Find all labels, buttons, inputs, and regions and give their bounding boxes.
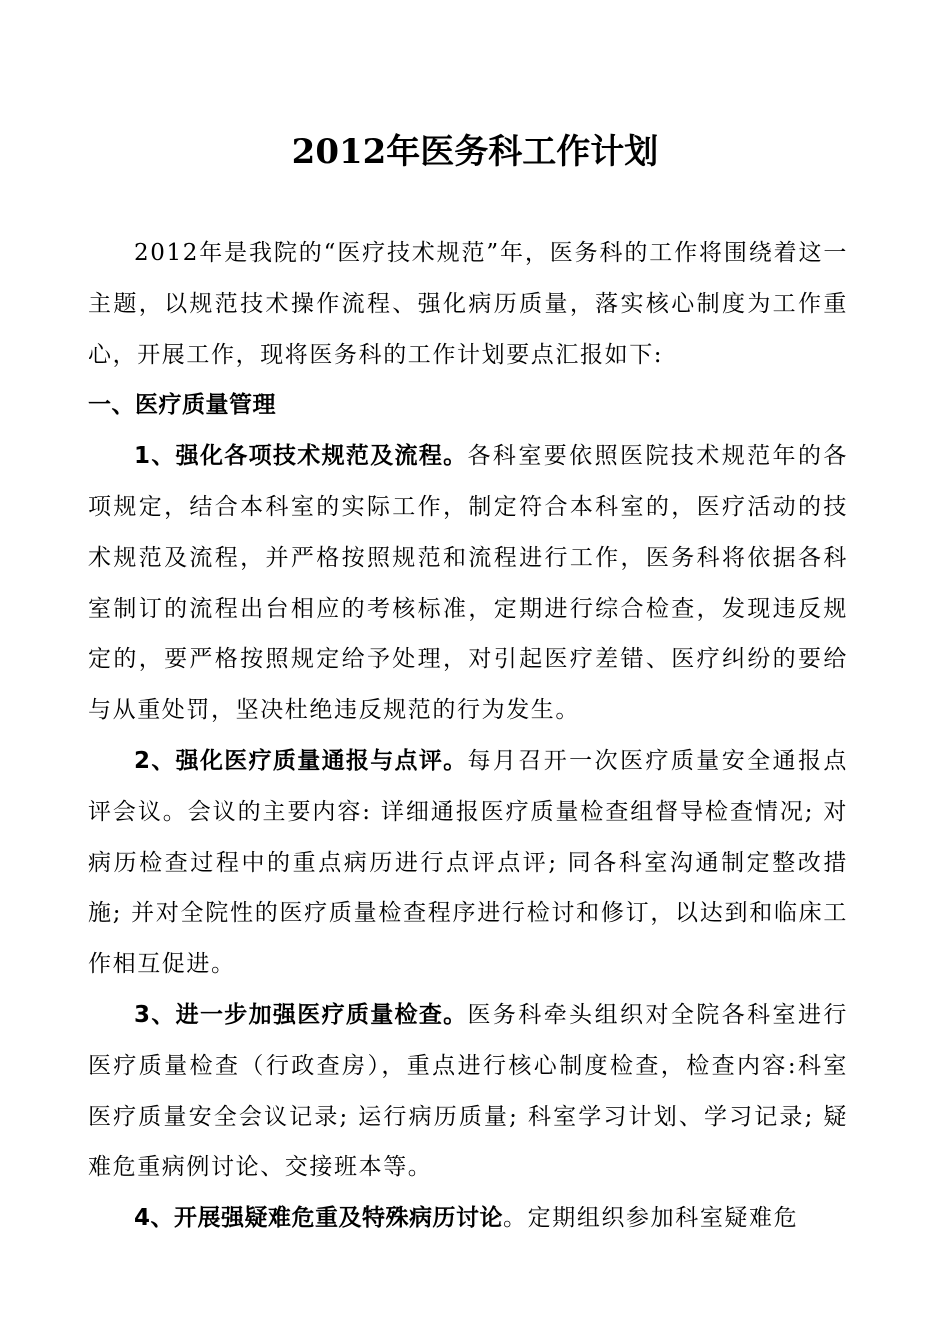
item-lead: 2、强化医疗质量通报与点评。: [134, 747, 468, 774]
document-body: [88, 228, 848, 1244]
list-item: [88, 431, 848, 736]
page-title: 2012年医务科工作计划: [291, 132, 659, 172]
item-lead: 3、进一步加强医疗质量检查。: [134, 1001, 468, 1028]
list-item: [88, 736, 848, 990]
item-lead: 4、开展强疑难危重及特殊病历讨论: [134, 1205, 504, 1232]
item-text: 。定期组织参加科室疑难危: [503, 1205, 799, 1232]
section-heading: 一、医疗质量管理: [88, 392, 276, 419]
list-item: [88, 1193, 848, 1244]
item-text: 每月召开一次医疗质量安全通报点评会议。会议的主要内容: 详细通报医疗质量检查组督导检查情况; 对病历检查过程中的重点病历进行点评点评; 同各科室沟通制定整改措施; 并对全院性的医疗质量检查程序进行检讨和修订，以达到和临床工作相互促进。: [88, 747, 848, 978]
item-text: 医务科牵头组织对全院各科室进行医疗质量检查（行政查房），重点进行核心制度检查，检查内容:科室医疗质量安全会议记录; 运行病历质量; 科室学习计划、学习记录; 疑难危重病例讨论、交接班本等。: [88, 1001, 848, 1181]
list-item: [88, 990, 848, 1193]
intro-paragraph: 2012年是我院的“医疗技术规范”年，医务科的工作将围绕着这一主题，以规范技术操作流程、强化病历质量，落实核心制度为工作重心，开展工作，现将医务科的工作计划要点汇报如下:: [88, 240, 848, 368]
item-lead: 1、强化各项技术规范及流程。: [134, 443, 468, 470]
item-text: 各科室要依照医院技术规范年的各项规定，结合本科室的实际工作，制定符合本科室的，医疗活动的技术规范及流程，并严格按照规范和流程进行工作，医务科将依据各科室制订的流程出台相应的考核标准，定期进行综合检查，发现违反规定的，要严格按照规定给予处理，对引起医疗差错、医疗纠纷的要给与从重处罚，坚决杜绝违反规范的行为发生。: [88, 443, 848, 724]
